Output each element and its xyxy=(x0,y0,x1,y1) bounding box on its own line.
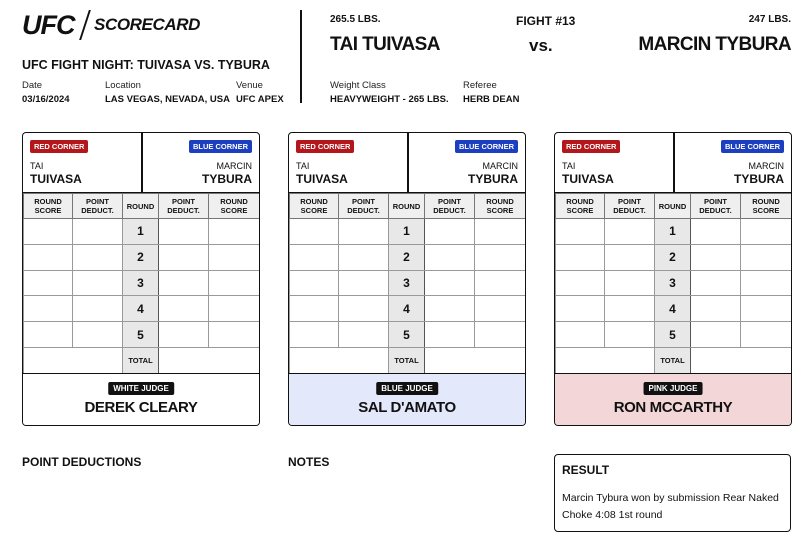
deduct-cell xyxy=(159,322,209,348)
vs-label: vs. xyxy=(529,36,553,55)
score-cell xyxy=(209,270,260,296)
result-text: Marcin Tybura won by submission Rear Naked Choke 4:08 1st round xyxy=(562,492,779,521)
red-round-score-header: ROUND SCORE xyxy=(556,194,605,219)
score-cell xyxy=(290,296,339,322)
result-title: RESULT xyxy=(562,463,610,477)
red-last-name: TUIVASA xyxy=(30,172,82,186)
deduct-cell xyxy=(605,296,655,322)
blue-corner-badge: BLUE CORNER xyxy=(189,140,252,153)
deduct-cell xyxy=(691,219,741,245)
scorecard-title: SCORECARD xyxy=(94,15,200,34)
red-point-deduct-header: POINT DEDUCT. xyxy=(73,194,123,219)
round-number: 4 xyxy=(655,296,691,322)
score-cell xyxy=(475,322,526,348)
deduct-cell xyxy=(159,219,209,245)
red-corner-badge: RED CORNER xyxy=(30,140,88,153)
score-cell xyxy=(556,219,605,245)
red-weight: 265.5 LBS. xyxy=(330,14,381,25)
fighters-header xyxy=(23,133,259,193)
judge-tag: PINK JUDGE xyxy=(644,382,703,395)
round-number: 5 xyxy=(389,322,425,348)
weight-class-value: HEAVYWEIGHT - 265 LBS. xyxy=(330,94,449,105)
fighters-header xyxy=(289,133,525,193)
fight-number: FIGHT #13 xyxy=(516,14,576,28)
score-cell xyxy=(475,244,526,270)
score-cell xyxy=(209,244,260,270)
judge-footer xyxy=(289,373,525,426)
round-number: 2 xyxy=(655,244,691,270)
deduct-cell xyxy=(339,296,389,322)
round-number: 3 xyxy=(123,270,159,296)
score-cell xyxy=(24,322,73,348)
round-header: ROUND xyxy=(655,194,691,219)
referee-label: Referee xyxy=(463,80,497,91)
total-label: TOTAL xyxy=(389,347,425,374)
score-cell xyxy=(24,270,73,296)
red-last-name: TUIVASA xyxy=(562,172,614,186)
total-label: TOTAL xyxy=(655,347,691,374)
deduct-cell xyxy=(159,270,209,296)
judge-name: RON MCCARTHY xyxy=(613,399,733,416)
deduct-cell xyxy=(73,322,123,348)
location-label: Location xyxy=(105,80,141,91)
blue-corner-badge: BLUE CORNER xyxy=(455,140,518,153)
round-number: 4 xyxy=(123,296,159,322)
score-cell xyxy=(556,296,605,322)
judge-tag: WHITE JUDGE xyxy=(108,382,174,395)
blue-round-score-header: ROUND SCORE xyxy=(475,194,526,219)
blue-total-cell xyxy=(691,347,792,374)
red-first-name: TAI xyxy=(30,161,44,171)
blue-first-name: MARCIN xyxy=(748,161,784,171)
blue-point-deduct-header: POINT DEDUCT. xyxy=(159,194,209,219)
score-cell xyxy=(475,296,526,322)
red-point-deduct-header: POINT DEDUCT. xyxy=(605,194,655,219)
blue-round-score-header: ROUND SCORE xyxy=(741,194,792,219)
round-number: 3 xyxy=(389,270,425,296)
score-cell xyxy=(209,322,260,348)
deduct-cell xyxy=(605,219,655,245)
deduct-cell xyxy=(73,244,123,270)
deduct-cell xyxy=(605,322,655,348)
logo-divider xyxy=(79,10,91,40)
round-number: 1 xyxy=(389,219,425,245)
deduct-cell xyxy=(339,244,389,270)
blue-last-name: TYBURA xyxy=(734,172,784,186)
blue-fighter-name: MARCIN TYBURA xyxy=(638,34,791,55)
score-cell xyxy=(24,219,73,245)
fighters-header xyxy=(555,133,791,193)
red-round-score-header: ROUND SCORE xyxy=(290,194,339,219)
blue-last-name: TYBURA xyxy=(202,172,252,186)
red-round-score-header: ROUND SCORE xyxy=(24,194,73,219)
round-number: 2 xyxy=(123,244,159,270)
score-cell xyxy=(24,244,73,270)
deduct-cell xyxy=(425,219,475,245)
score-cell xyxy=(741,270,792,296)
judge-scorecard-3 xyxy=(554,132,792,426)
round-number: 1 xyxy=(123,219,159,245)
blue-first-name: MARCIN xyxy=(216,161,252,171)
deduct-cell xyxy=(425,322,475,348)
round-number: 1 xyxy=(655,219,691,245)
red-total-cell xyxy=(556,347,655,374)
round-header: ROUND xyxy=(389,194,425,219)
score-cell xyxy=(741,322,792,348)
blue-point-deduct-header: POINT DEDUCT. xyxy=(425,194,475,219)
red-corner-badge: RED CORNER xyxy=(562,140,620,153)
score-cell xyxy=(556,270,605,296)
score-cell xyxy=(475,219,526,245)
ufc-logo: UFC xyxy=(22,10,75,40)
deduct-cell xyxy=(691,244,741,270)
score-cell xyxy=(556,244,605,270)
judge-footer xyxy=(555,373,791,426)
deduct-cell xyxy=(691,270,741,296)
score-cell xyxy=(556,322,605,348)
judge-scorecard-2 xyxy=(288,132,526,426)
judge-name: DEREK CLEARY xyxy=(84,399,198,416)
deduct-cell xyxy=(691,296,741,322)
weight-class-label: Weight Class xyxy=(330,80,386,91)
score-cell xyxy=(290,270,339,296)
round-number: 5 xyxy=(655,322,691,348)
red-last-name: TUIVASA xyxy=(296,172,348,186)
red-point-deduct-header: POINT DEDUCT. xyxy=(339,194,389,219)
score-cell xyxy=(290,244,339,270)
deduct-cell xyxy=(425,296,475,322)
deduct-cell xyxy=(339,270,389,296)
date-value: 03/16/2024 xyxy=(22,94,70,105)
blue-last-name: TYBURA xyxy=(468,172,518,186)
round-number: 4 xyxy=(389,296,425,322)
deduct-cell xyxy=(339,322,389,348)
round-header: ROUND xyxy=(123,194,159,219)
score-cell xyxy=(290,322,339,348)
score-cell xyxy=(741,296,792,322)
blue-round-score-header: ROUND SCORE xyxy=(209,194,260,219)
score-cell xyxy=(209,219,260,245)
score-table xyxy=(289,193,526,375)
red-first-name: TAI xyxy=(562,161,576,171)
deduct-cell xyxy=(339,219,389,245)
deduct-cell xyxy=(425,270,475,296)
score-cell xyxy=(475,270,526,296)
round-number: 2 xyxy=(389,244,425,270)
red-corner-badge: RED CORNER xyxy=(296,140,354,153)
deduct-cell xyxy=(73,296,123,322)
judge-tag: BLUE JUDGE xyxy=(376,382,438,395)
red-total-cell xyxy=(290,347,389,374)
blue-first-name: MARCIN xyxy=(482,161,518,171)
blue-corner-badge: BLUE CORNER xyxy=(721,140,784,153)
deduct-cell xyxy=(425,244,475,270)
score-table xyxy=(23,193,260,375)
score-table xyxy=(555,193,792,375)
venue-value: UFC APEX xyxy=(236,94,284,105)
blue-weight: 247 LBS. xyxy=(748,14,791,25)
judge-footer xyxy=(23,373,259,426)
judge-scorecard-1 xyxy=(22,132,260,426)
notes-title: NOTES xyxy=(288,455,330,469)
deduct-cell xyxy=(691,322,741,348)
red-first-name: TAI xyxy=(296,161,310,171)
deduct-cell xyxy=(73,270,123,296)
deduct-cell xyxy=(159,296,209,322)
score-cell xyxy=(741,219,792,245)
score-cell xyxy=(209,296,260,322)
deduct-cell xyxy=(605,244,655,270)
deduct-cell xyxy=(73,219,123,245)
score-cell xyxy=(290,219,339,245)
venue-label: Venue xyxy=(236,80,263,91)
blue-point-deduct-header: POINT DEDUCT. xyxy=(691,194,741,219)
round-number: 5 xyxy=(123,322,159,348)
point-deductions-title: POINT DEDUCTIONS xyxy=(22,455,142,469)
date-label: Date xyxy=(22,80,43,91)
score-cell xyxy=(24,296,73,322)
judge-name: SAL D'AMATO xyxy=(358,399,456,416)
header-divider xyxy=(300,10,302,103)
total-label: TOTAL xyxy=(123,347,159,374)
red-fighter-name: TAI TUIVASA xyxy=(330,34,440,55)
deduct-cell xyxy=(605,270,655,296)
event-title: UFC FIGHT NIGHT: TUIVASA VS. TYBURA xyxy=(22,58,270,72)
red-total-cell xyxy=(24,347,123,374)
round-number: 3 xyxy=(655,270,691,296)
blue-total-cell xyxy=(159,347,260,374)
blue-total-cell xyxy=(425,347,526,374)
deduct-cell xyxy=(159,244,209,270)
score-cell xyxy=(741,244,792,270)
location-value: LAS VEGAS, NEVADA, USA xyxy=(105,94,230,105)
referee-value: HERB DEAN xyxy=(463,94,520,105)
result-box xyxy=(554,454,791,532)
